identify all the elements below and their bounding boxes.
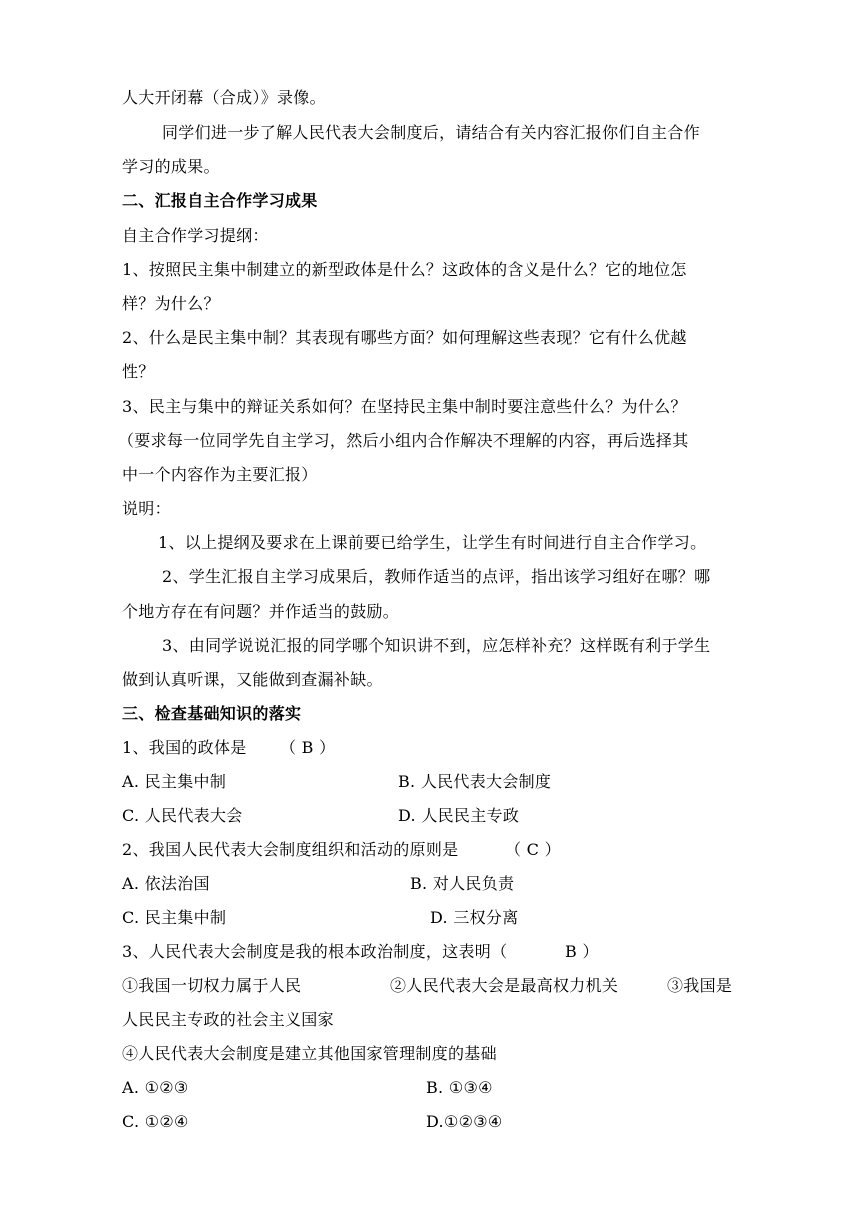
note-item: 2、学生汇报自主学习成果后，教师作适当的点评，指出该学习组好在哪？哪 bbox=[162, 567, 711, 586]
note-title: 说明： bbox=[122, 499, 171, 518]
intro-paragraph-line: 学习的成果。 bbox=[122, 157, 220, 176]
option-d: D. 人民民主专政 bbox=[398, 806, 520, 825]
intro-line: 人大开闭幕（合成）》录像。 bbox=[122, 88, 326, 107]
option-a: A. 民主集中制 bbox=[122, 772, 227, 791]
option-c: C. ①②④ bbox=[122, 1112, 189, 1131]
option-b: B. 人民代表大会制度 bbox=[398, 772, 552, 791]
option-a: A. 依法治国 bbox=[122, 874, 210, 893]
option-b: B. ①③④ bbox=[426, 1078, 493, 1097]
intro-paragraph-line: 同学们进一步了解人民代表大会制度后，请结合有关内容汇报你们自主合作 bbox=[162, 123, 700, 142]
outline-question: 性？ bbox=[122, 362, 155, 381]
statement-item: ④人民代表大会制度是建立其他国家管理制度的基础 bbox=[122, 1044, 497, 1063]
option-a: A. ①②③ bbox=[122, 1078, 189, 1097]
section-heading: 三、检查基础知识的落实 bbox=[122, 704, 302, 723]
statement-item: ①我国一切权力属于人民 bbox=[122, 976, 302, 995]
outline-question: 1、按照民主集中制建立的新型政体是什么？这政体的含义是什么？它的地位怎 bbox=[122, 260, 687, 279]
note-item: 3、由同学说说汇报的同学哪个知识讲不到，应怎样补充？这样既有利于学生 bbox=[162, 636, 711, 655]
note-item: 1、以上提纲及要求在上课前要已给学生，让学生有时间进行自主合作学习。 bbox=[158, 533, 707, 552]
outline-title: 自主合作学习提纲： bbox=[122, 226, 269, 245]
option-c: C. 民主集中制 bbox=[122, 908, 227, 927]
outline-question: 2、什么是民主集中制？其表现有哪些方面？如何理解这些表现？它有什么优越 bbox=[122, 328, 687, 347]
statement-item: 人民民主专政的社会主义国家 bbox=[122, 1010, 334, 1029]
option-d: D. 三权分离 bbox=[430, 908, 519, 927]
question-answer: （ B ） bbox=[280, 738, 336, 757]
question-stem: 2、我国人民代表大会制度组织和活动的原则是 bbox=[122, 840, 459, 859]
question-answer: （ C ） bbox=[505, 840, 561, 859]
note-item: 个地方存在有问题？并作适当的鼓励。 bbox=[122, 602, 400, 621]
requirement-text: （要求每一位同学先自主学习，然后小组内合作解决不理解的内容，再后选择其 bbox=[118, 431, 689, 450]
option-b: B. 对人民负责 bbox=[410, 874, 515, 893]
outline-question: 3、民主与集中的辩证关系如何？在坚持民主集中制时要注意些什么？为什么？ bbox=[122, 397, 687, 416]
outline-question: 样？为什么？ bbox=[122, 294, 220, 313]
requirement-text: 中一个内容作为主要汇报） bbox=[122, 465, 318, 484]
statement-item: ②人民代表大会是最高权力机关 bbox=[390, 976, 619, 995]
question-answer: B ） bbox=[565, 942, 599, 961]
statement-item: ③我国是 bbox=[667, 976, 733, 995]
option-c: C. 人民代表大会 bbox=[122, 806, 243, 825]
option-d: D.①②③④ bbox=[426, 1112, 503, 1131]
note-item: 做到认真听课，又能做到查漏补缺。 bbox=[122, 670, 383, 689]
question-stem: 3、人民代表大会制度是我的根本政治制度，这表明（ bbox=[122, 942, 508, 961]
question-stem: 1、我国的政体是 bbox=[122, 738, 247, 757]
section-heading: 二、汇报自主合作学习成果 bbox=[122, 191, 318, 210]
